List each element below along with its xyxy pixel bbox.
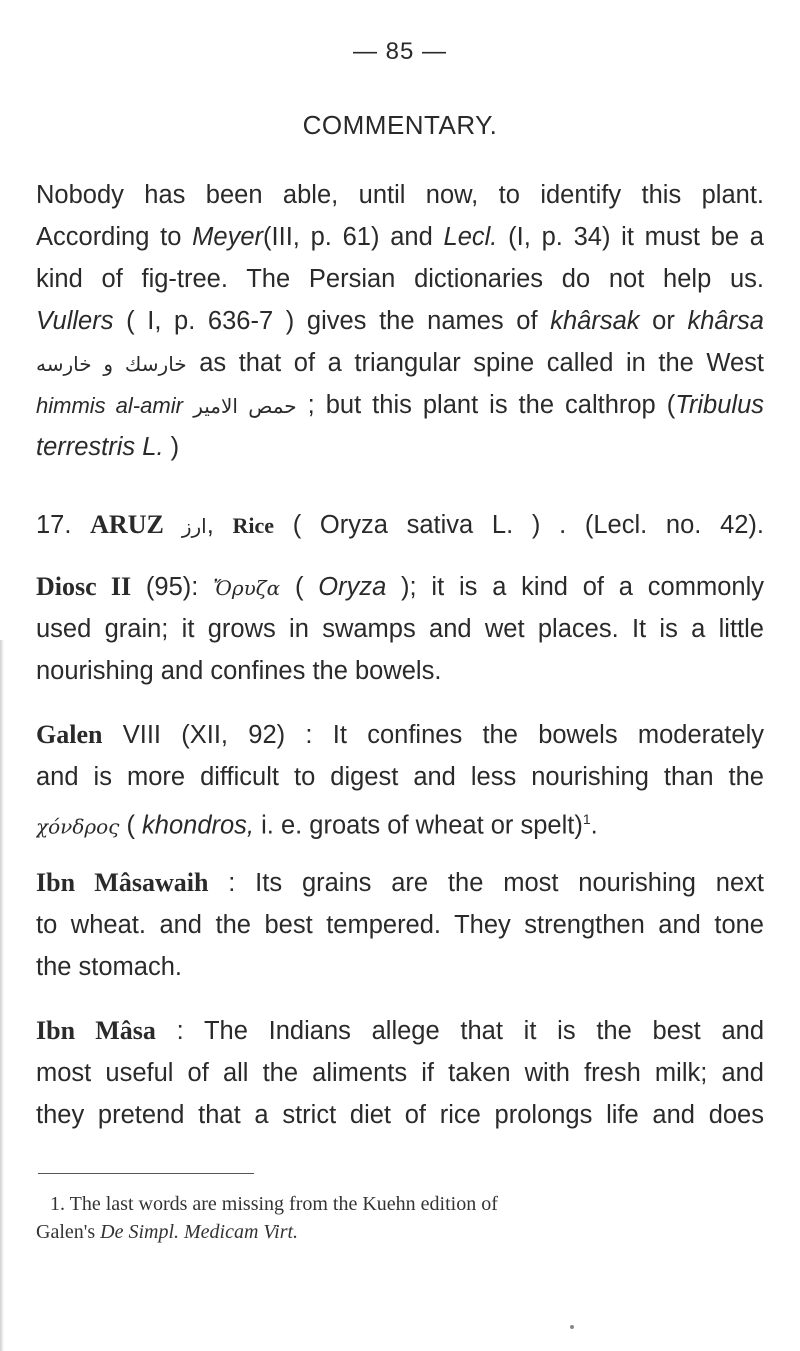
para1-line-4: Vullers ( I, p. 636-7 ) gives the names of khârsak or khârsa (36, 307, 764, 335)
page-edge-shadow (0, 640, 4, 1351)
section-title: COMMENTARY. (302, 110, 498, 140)
page-speck (570, 1325, 574, 1329)
masawaih-line-1: Ibn Mâsawaih : Its grains are the most nourishing next (36, 868, 764, 897)
masa-line-3: they pretend that a strict diet of rice prolongs life and does (36, 1101, 764, 1129)
masawaih-line-3: the stomach. (36, 953, 182, 981)
masa-line-2: most useful of all the aliments if taken with fresh milk; and (36, 1059, 764, 1087)
para1-line-5: خارسك و خارسه as that of a triangular spine called in the West (36, 349, 764, 377)
galen-line-2: and is more difficult to digest and less nourishing than the (36, 763, 764, 791)
para1-line-6: himmis al-amir حمص الامير ; but this plant is the calthrop (Tribulus (36, 391, 764, 419)
para1-line-1: Nobody has been able, until now, to identify this plant. (36, 181, 764, 209)
footnote-divider (38, 1173, 254, 1174)
entry-term: ARUZ (90, 510, 164, 539)
footnote-line-2: Galen's De Simpl. Medicam Virt. (36, 1221, 299, 1243)
page-number: — 85 — (352, 38, 448, 65)
para1-line-3: kind of fig-tree. The Persian dictionaries do not help us. (36, 265, 764, 293)
masawaih-line-2: to wheat. and the best tempered. They strengthen and tone (36, 911, 764, 939)
galen-line-3: χόνδρος ( khondros, i. e. groats of wheat or spelt)$^1$. (36, 811, 598, 840)
galen-line-1: Galen VIII (XII, 92) : It confines the bowels moderately (36, 720, 764, 749)
entry-heading: 17. ARUZ ارز, Rice ( Oryza sativa L. ) . (Lecl. no. 42). (36, 510, 764, 539)
diosc-line-3: nourishing and confines the bowels. (36, 657, 442, 685)
para1-line-2: According to Meyer(III, p. 61) and Lecl. (I, p. 34) it must be a (36, 223, 764, 251)
footnote-line-1: 1. The last words are missing from the Kuehn edition of (50, 1193, 498, 1215)
para1-line-7: terrestris L. ) (36, 433, 180, 461)
diosc-line-1: Diosc II (95): Ὄρυζα ( Oryza ); it is a kind of a commonly (36, 572, 764, 601)
diosc-line-2: used grain; it grows in swamps and wet places. It is a little (36, 615, 764, 643)
masa-line-1: Ibn Mâsa : The Indians allege that it is the best and (36, 1016, 764, 1045)
footnote-ref: 1 (582, 811, 591, 827)
